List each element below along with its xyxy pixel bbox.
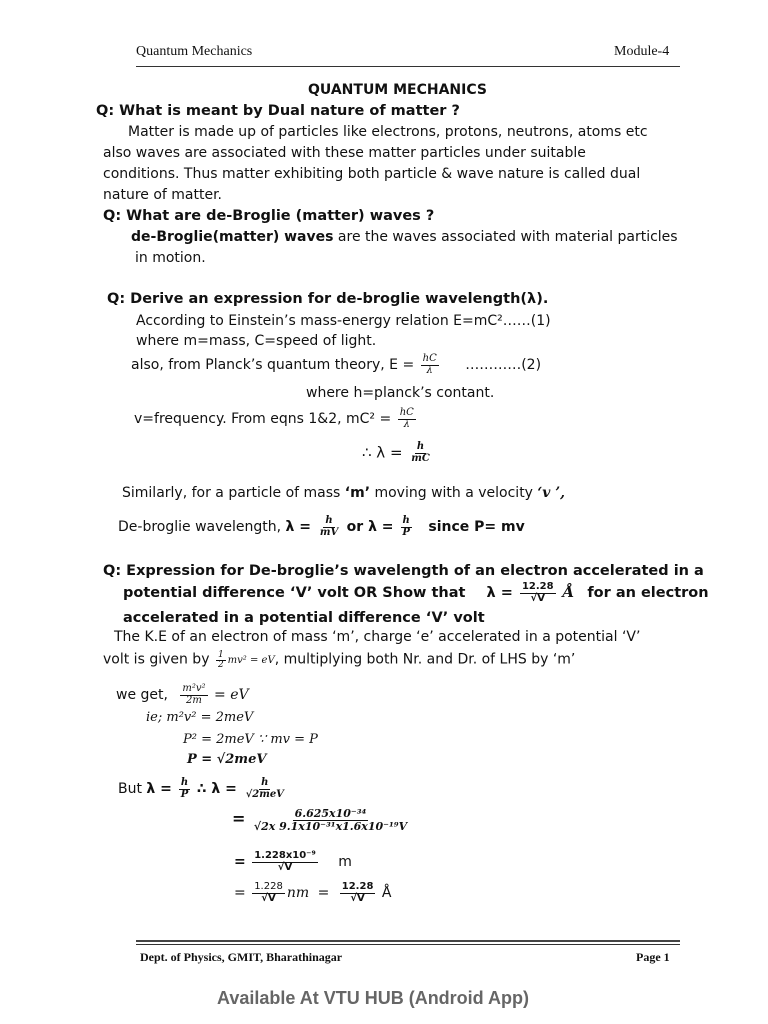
q3-l3-text: also, from Planck’s quantum theory, E = [131,357,419,373]
q3-question: Q: Derive an expression for de-broglie wavelength(λ). [107,291,549,307]
calc-numerator: 6.625x10⁻³⁴ [294,807,367,820]
q4-calc-line: = $\frac{\text{6.625x10⁻³⁴}}{\text{√2x 9.1x10⁻³¹x1.6x10⁻¹⁹V}}$ [232,807,408,833]
but-label: But [118,781,142,797]
q2-rest: are the waves associated with material particles [333,229,678,245]
q2-term: de-Broglie(matter) waves [131,229,334,245]
q3-l8-since: since P= mv [428,519,525,535]
q4-we-get-line: we get, $\frac{\text{m²v²}}{2m}$ = eV [116,683,249,706]
footer-page-number: Page 1 [636,950,670,964]
q3-l5-text: v=frequency. From eqns 1&2, mC² = [134,411,396,427]
q4-question-line-3: accelerated in a potential difference ‘V’ volt [123,610,485,626]
q3-line-3 [131,354,541,376]
q3-l7-b: moving with a velocity [370,485,538,501]
q4-q2-b: for an electron [587,585,709,601]
header-left: Quantum Mechanics [136,44,253,59]
fraction-result-3: $\frac{12.28}{√V}$ [341,881,374,904]
unit-m: m [338,854,352,870]
fraction-calc [252,808,409,832]
q4-para-1: The K.E of an electron of mass ‘m’, charge ‘e’ accelerated in a potential ‘V’ [114,629,641,645]
q2-question: Q: What are de-Broglie (matter) waves ? [103,208,435,224]
res1-numerator: 1.228x10⁻⁹ [254,850,316,861]
fraction-hc-lambda: $\frac{hC}{\lambda}$ [422,353,437,376]
fraction-12-28-root-v: $\frac{12.28}{√V}$ [521,581,554,604]
q3-line-2: where m=mass, C=speed of light. [136,333,377,349]
q1-line-4: nature of matter. [103,187,222,203]
q4-para-2: volt is given by $\frac{1}{2}$ mv² = eV, multiplying both Nr. and Dr. of LHS by ‘m’ [103,650,576,671]
fraction-h-p-2: $\frac{h}{P}$ [180,777,189,800]
q4-p2-a: volt is given by [103,651,210,668]
fraction-h-p: $\frac{h}{P}$ [402,515,410,538]
q4-but-line: But λ = $\frac{h}{P}$ ∴ λ = $\frac{h}{\text{√2meV}}$ [118,777,284,800]
q3-line-1: According to Einstein’s mass-energy relation E=mC²……(1) [136,313,551,329]
page-title: QUANTUM MECHANICS [308,82,487,98]
fraction-m2v2-2m: $\frac{\text{m²v²}}{2m}$ [182,683,206,706]
res2-numerator: 1.228 [254,881,283,892]
unit-angstrom: Å [381,885,392,901]
q1-line-1: Matter is made up of particles like electrons, protons, neutrons, atoms etc [128,124,648,140]
q3-l7-a: Similarly, for a particle of mass [122,485,345,501]
p-equals-line: P = √2meV [187,752,267,767]
calc-denominator: √2x 9.1x10⁻³¹x1.6x10⁻¹⁹V [253,819,408,833]
q3-line-8: De-broglie wavelength, λ = $\frac{h}{mV}$ or λ = $\frac{h}{P}$ since P= mv [118,515,525,538]
header-right: Module-4 [614,44,670,59]
fraction-hc-lambda-2: $\frac{hC}{\lambda}$ [399,407,414,430]
fraction-h-mv: $\frac{h}{mV}$ [319,515,339,538]
q4-result-line-1: = $\frac{\text{1.228x10⁻⁹}}{√V}$ m [234,850,352,873]
q3-lambda-result [362,442,434,464]
q3-l8-a: De-broglie wavelength, [118,519,286,535]
fraction-result-2: $\frac{1.228}{√V}$ [254,881,283,904]
q4-question-line-1: Q: Expression for De-broglie’s wavelength of an electron accelerated in a [103,563,704,579]
footer-left: Dept. of Physics, GMIT, Bharathinagar [140,950,343,964]
q3-l7-m: ‘m’ [344,485,371,501]
q3-l3-eqnum: …………(2) [465,357,542,373]
q2-line-2: in motion. [135,250,206,266]
fraction-h-mc: $\frac{h}{mC}$ [411,441,430,464]
q1-line-2: also waves are associated with these matter particles under suitable [103,145,586,161]
q1-line-3: conditions. Thus matter exhibiting both particle & wave nature is called dual [103,166,641,182]
ie-line: ie; m²v² = 2meV [146,710,254,725]
q3-l8-or: or [346,519,369,535]
header-rule [136,66,680,67]
q4-q2-a: potential difference ‘V’ volt OR Show that [123,585,466,601]
footer-rule-2 [136,944,680,945]
res3-numerator: 12.28 [341,881,374,892]
fraction-result-1: $\frac{\text{1.228x10⁻⁹}}{√V}$ [254,850,316,873]
watermark-text: Available At VTU HUB (Android App) [217,988,529,1008]
q4-p2-b: , multiplying both Nr. and Dr. of LHS by ‘m’ [274,651,576,668]
q3-line-5 [134,408,418,430]
q4-result-line-2: = $\frac{1.228}{√V}$ nm = $\frac{12.28}{√V}$ Å [234,881,392,904]
q1-question: Q: What is meant by Dual nature of matter ? [96,103,460,119]
q2-line-1 [131,229,678,245]
q3-line-7 [122,485,565,501]
q3-l7-v: ‘v ’, [537,485,566,501]
fraction-h-root-2mev: $\frac{h}{\text{√2meV}}$ [245,777,284,800]
therefore-lambda: ∴ λ = [362,443,408,462]
q4-question-line-2: potential difference ‘V’ volt OR Show that λ = $\frac{12.28}{√V}$ Å for an electron [123,581,709,604]
footer-rule-1 [136,940,680,942]
p-squared-line: P² = 2meV ∵ mv = P [183,732,318,747]
unit-nm: nm [286,885,310,901]
we-get-label: we get, [116,687,168,703]
q3-line-4: where h=planck’s contant. [306,385,495,401]
